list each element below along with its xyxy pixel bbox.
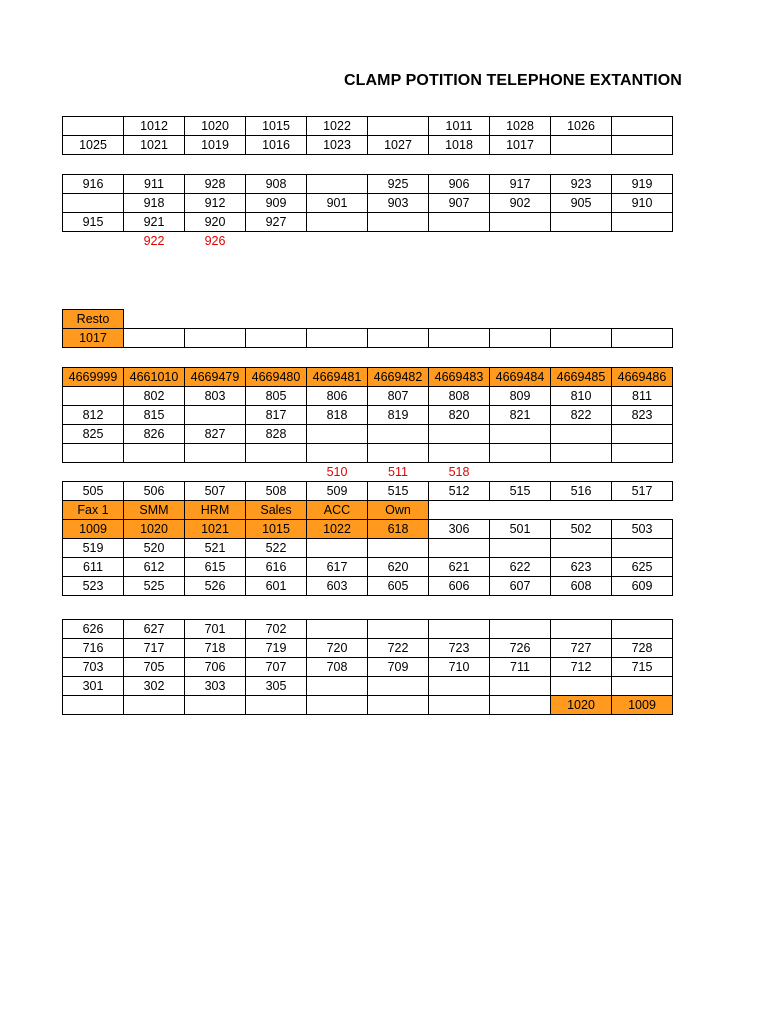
- table-cell: 305: [246, 677, 307, 696]
- table-cell: [124, 444, 185, 463]
- highlight-cell: 4669481: [307, 368, 368, 387]
- table-cell: 805: [246, 387, 307, 406]
- table-cell: [612, 677, 673, 696]
- table-cell: [63, 117, 124, 136]
- table-cell: 923: [551, 175, 612, 194]
- table-cell: [63, 444, 124, 463]
- table-cell: [368, 425, 429, 444]
- table-cell: [368, 620, 429, 639]
- table-cell: 808: [429, 387, 490, 406]
- highlight-cell: 4669485: [551, 368, 612, 387]
- table-cell: 907: [429, 194, 490, 213]
- table-cell: [612, 136, 673, 155]
- highlight-cell: 4669486: [612, 368, 673, 387]
- blank-cell: [429, 310, 490, 329]
- note-cell: 922: [143, 234, 165, 248]
- highlight-cell: HRM: [185, 501, 246, 520]
- table-cell: [612, 620, 673, 639]
- table-cell: [429, 677, 490, 696]
- table-cell: [429, 444, 490, 463]
- table-cell: 806: [307, 387, 368, 406]
- table-cell: [307, 677, 368, 696]
- table-cell: 1015: [246, 117, 307, 136]
- table-cell: 1022: [307, 117, 368, 136]
- table-cell: [429, 425, 490, 444]
- highlight-cell: 1009: [63, 520, 124, 539]
- table-cell: 822: [551, 406, 612, 425]
- highlight-cell: 1020: [124, 520, 185, 539]
- table-cell: 928: [185, 175, 246, 194]
- highlight-cell: 1015: [246, 520, 307, 539]
- table-cell: 905: [551, 194, 612, 213]
- table-cell: 916: [63, 175, 124, 194]
- table-cell: 302: [124, 677, 185, 696]
- table-cell: 821: [490, 406, 551, 425]
- table-cell: 719: [246, 639, 307, 658]
- table-cell: 717: [124, 639, 185, 658]
- highlight-cell: ACC: [307, 501, 368, 520]
- highlight-cell: 1022: [307, 520, 368, 539]
- table-cell: [490, 444, 551, 463]
- table-cell: 601: [246, 577, 307, 596]
- blank-cell: [368, 310, 429, 329]
- table-cell: 609: [612, 577, 673, 596]
- table-cell: [429, 329, 490, 348]
- blank-cell: [551, 310, 612, 329]
- table-cell: [429, 696, 490, 715]
- table-cell: [307, 425, 368, 444]
- highlight-cell: 1021: [185, 520, 246, 539]
- table-cell: 827: [185, 425, 246, 444]
- table-row: [63, 639, 673, 658]
- table-cell: 918: [124, 194, 185, 213]
- table-cell: 515: [368, 482, 429, 501]
- table-cell: [368, 117, 429, 136]
- table-cell: 909: [246, 194, 307, 213]
- table-cell: 621: [429, 558, 490, 577]
- table-cell: 906: [429, 175, 490, 194]
- blank-cell: [490, 501, 551, 520]
- table-cell: 615: [185, 558, 246, 577]
- table-cell: 902: [490, 194, 551, 213]
- table-row: [63, 444, 673, 463]
- table-cell: 811: [612, 387, 673, 406]
- blank-cell: [429, 232, 490, 251]
- extension-table: [62, 174, 673, 250]
- table-cell: [368, 696, 429, 715]
- table-cell: [307, 329, 368, 348]
- table-cell: 622: [490, 558, 551, 577]
- blank-cell: [246, 232, 307, 251]
- table-row: [63, 213, 673, 232]
- table-cell: 828: [246, 425, 307, 444]
- table-row: [63, 387, 673, 406]
- table-cell: [368, 444, 429, 463]
- table-cell: 727: [551, 639, 612, 658]
- table-cell: 716: [63, 639, 124, 658]
- table-cell: [63, 387, 124, 406]
- table-cell: [551, 620, 612, 639]
- blank-cell: [551, 232, 612, 251]
- highlight-cell: Resto: [63, 310, 124, 329]
- blank-cell: [490, 232, 551, 251]
- table-cell: 522: [246, 539, 307, 558]
- table-row: [63, 406, 673, 425]
- highlight-cell: 4669484: [490, 368, 551, 387]
- table-cell: 1012: [124, 117, 185, 136]
- blank-cell: [551, 501, 612, 520]
- table-cell: [307, 444, 368, 463]
- highlight-cell: 1009: [612, 696, 673, 715]
- table-cell: 1011: [429, 117, 490, 136]
- blank-cell: [246, 310, 307, 329]
- table-cell: 519: [63, 539, 124, 558]
- blank-cell: [185, 310, 246, 329]
- table-row: [63, 558, 673, 577]
- table-cell: 605: [368, 577, 429, 596]
- blank-cell: [307, 310, 368, 329]
- table-row: [63, 329, 673, 348]
- table-cell: 917: [490, 175, 551, 194]
- table-cell: 927: [246, 213, 307, 232]
- blank-cell: [612, 232, 673, 251]
- highlight-cell: Sales: [246, 501, 307, 520]
- table-cell: [551, 444, 612, 463]
- table-cell: [490, 620, 551, 639]
- table-cell: 706: [185, 658, 246, 677]
- table-cell: 1017: [490, 136, 551, 155]
- table-row: [63, 539, 673, 558]
- table-cell: [612, 425, 673, 444]
- highlight-cell: 4669482: [368, 368, 429, 387]
- table-cell: 701: [185, 620, 246, 639]
- highlight-cell: 4669999: [63, 368, 124, 387]
- table-cell: [307, 539, 368, 558]
- table-cell: 722: [368, 639, 429, 658]
- table-cell: 608: [551, 577, 612, 596]
- table-cell: [612, 117, 673, 136]
- table-cell: [307, 620, 368, 639]
- blank-cell: [63, 232, 124, 251]
- table-row: [63, 620, 673, 639]
- table-cell: 810: [551, 387, 612, 406]
- table-cell: 501: [490, 520, 551, 539]
- blank-cell: [124, 463, 185, 482]
- table-cell: 625: [612, 558, 673, 577]
- table-cell: [63, 194, 124, 213]
- table-row: [63, 310, 673, 329]
- highlight-cell: 4669480: [246, 368, 307, 387]
- table-cell: [551, 213, 612, 232]
- table-row: [63, 520, 673, 539]
- table-cell: [429, 620, 490, 639]
- highlight-cell: SMM: [124, 501, 185, 520]
- table-cell: 505: [63, 482, 124, 501]
- table-cell: 921: [124, 213, 185, 232]
- table-row: [63, 136, 673, 155]
- table-cell: [490, 425, 551, 444]
- table-row: [63, 482, 673, 501]
- table-cell: [612, 444, 673, 463]
- table-cell: 920: [185, 213, 246, 232]
- table-cell: [124, 329, 185, 348]
- table-cell: [307, 696, 368, 715]
- table-cell: 1018: [429, 136, 490, 155]
- table-cell: 707: [246, 658, 307, 677]
- table-cell: [185, 444, 246, 463]
- table-cell: 709: [368, 658, 429, 677]
- highlight-cell: 1020: [551, 696, 612, 715]
- table-row: [63, 677, 673, 696]
- table-cell: 1028: [490, 117, 551, 136]
- table-cell: 507: [185, 482, 246, 501]
- table-row: [63, 577, 673, 596]
- table-cell: 712: [551, 658, 612, 677]
- sheet-title: CLAMP POTITION TELEPHONE EXTANTION: [344, 72, 682, 89]
- table-cell: [612, 539, 673, 558]
- table-cell: 728: [612, 639, 673, 658]
- table-row: [63, 658, 673, 677]
- table-cell: 516: [551, 482, 612, 501]
- table-cell: 818: [307, 406, 368, 425]
- table-cell: 616: [246, 558, 307, 577]
- table-cell: 626: [63, 620, 124, 639]
- highlight-cell: 4669479: [185, 368, 246, 387]
- table-cell: [490, 329, 551, 348]
- block-2: [62, 174, 673, 250]
- note-cell: 510: [326, 465, 348, 479]
- highlight-cell: 618: [368, 520, 429, 539]
- table-cell: 915: [63, 213, 124, 232]
- table-cell: 526: [185, 577, 246, 596]
- table-cell: 623: [551, 558, 612, 577]
- note-cell: 518: [448, 465, 470, 479]
- table-cell: [307, 175, 368, 194]
- table-cell: 617: [307, 558, 368, 577]
- table-cell: 903: [368, 194, 429, 213]
- table-cell: 702: [246, 620, 307, 639]
- table-cell: 802: [124, 387, 185, 406]
- table-cell: 815: [124, 406, 185, 425]
- table-cell: 515: [490, 482, 551, 501]
- table-row: [63, 175, 673, 194]
- blank-cell: [490, 310, 551, 329]
- blank-cell: [490, 463, 551, 482]
- table-cell: [185, 406, 246, 425]
- table-cell: 1025: [63, 136, 124, 155]
- blank-cell: [429, 501, 490, 520]
- table-cell: 718: [185, 639, 246, 658]
- table-cell: [612, 213, 673, 232]
- table-cell: 925: [368, 175, 429, 194]
- table-cell: 523: [63, 577, 124, 596]
- table-cell: 723: [429, 639, 490, 658]
- table-cell: [246, 444, 307, 463]
- table-cell: 826: [124, 425, 185, 444]
- highlight-cell: 1017: [63, 329, 124, 348]
- table-cell: 912: [185, 194, 246, 213]
- table-cell: 508: [246, 482, 307, 501]
- table-row: [63, 194, 673, 213]
- table-cell: 303: [185, 677, 246, 696]
- blank-cell: [368, 232, 429, 251]
- table-cell: 708: [307, 658, 368, 677]
- note-cell: 926: [204, 234, 226, 248]
- table-cell: 607: [490, 577, 551, 596]
- table-cell: 301: [63, 677, 124, 696]
- table-cell: [490, 213, 551, 232]
- table-cell: [185, 696, 246, 715]
- blank-cell: [246, 463, 307, 482]
- block-3: [62, 367, 673, 596]
- table-cell: 620: [368, 558, 429, 577]
- table-cell: 506: [124, 482, 185, 501]
- block-1: [62, 116, 673, 155]
- table-cell: 911: [124, 175, 185, 194]
- table-row: [63, 368, 673, 387]
- table-row: [63, 501, 673, 520]
- table-cell: 710: [429, 658, 490, 677]
- blank-cell: [551, 463, 612, 482]
- table-cell: [490, 539, 551, 558]
- table-cell: [246, 696, 307, 715]
- table-cell: [368, 677, 429, 696]
- table-cell: 503: [612, 520, 673, 539]
- table-cell: 1027: [368, 136, 429, 155]
- table-cell: 803: [185, 387, 246, 406]
- table-cell: 1023: [307, 136, 368, 155]
- table-cell: 525: [124, 577, 185, 596]
- highlight-cell: Fax 1: [63, 501, 124, 520]
- table-cell: [551, 539, 612, 558]
- blank-cell: [124, 310, 185, 329]
- table-cell: [429, 539, 490, 558]
- table-cell: 520: [124, 539, 185, 558]
- table-cell: 825: [63, 425, 124, 444]
- table-cell: 823: [612, 406, 673, 425]
- table-cell: 1026: [551, 117, 612, 136]
- table-cell: [368, 213, 429, 232]
- highlight-cell: 4669483: [429, 368, 490, 387]
- table-cell: [551, 329, 612, 348]
- table-cell: 809: [490, 387, 551, 406]
- table-cell: 509: [307, 482, 368, 501]
- table-cell: 603: [307, 577, 368, 596]
- table-cell: 512: [429, 482, 490, 501]
- blank-cell: [612, 501, 673, 520]
- table-cell: 521: [185, 539, 246, 558]
- table-cell: 919: [612, 175, 673, 194]
- table-cell: [368, 329, 429, 348]
- table-cell: 817: [246, 406, 307, 425]
- extension-table: [62, 619, 673, 715]
- table-cell: 908: [246, 175, 307, 194]
- table-cell: 1019: [185, 136, 246, 155]
- blank-cell: [612, 310, 673, 329]
- extension-table: [62, 367, 673, 596]
- table-row: [63, 425, 673, 444]
- block-resto: [62, 309, 673, 348]
- table-cell: 807: [368, 387, 429, 406]
- blank-cell: [63, 463, 124, 482]
- table-cell: [246, 329, 307, 348]
- table-cell: 1016: [246, 136, 307, 155]
- table-cell: 517: [612, 482, 673, 501]
- table-cell: [612, 329, 673, 348]
- table-cell: 901: [307, 194, 368, 213]
- table-cell: [429, 213, 490, 232]
- blank-cell: [185, 463, 246, 482]
- table-cell: 502: [551, 520, 612, 539]
- table-row: [63, 232, 673, 251]
- table-cell: [63, 696, 124, 715]
- table-cell: 1021: [124, 136, 185, 155]
- extension-table: [62, 309, 673, 348]
- table-cell: 606: [429, 577, 490, 596]
- table-cell: 703: [63, 658, 124, 677]
- table-row: [63, 696, 673, 715]
- table-cell: 820: [429, 406, 490, 425]
- table-cell: 726: [490, 639, 551, 658]
- table-cell: 720: [307, 639, 368, 658]
- blank-cell: [307, 232, 368, 251]
- extension-table: [62, 116, 673, 155]
- block-4: [62, 619, 673, 715]
- table-cell: [490, 677, 551, 696]
- table-cell: 715: [612, 658, 673, 677]
- table-row: [63, 117, 673, 136]
- table-cell: 612: [124, 558, 185, 577]
- table-cell: 627: [124, 620, 185, 639]
- table-cell: 306: [429, 520, 490, 539]
- table-cell: 611: [63, 558, 124, 577]
- table-cell: 812: [63, 406, 124, 425]
- table-cell: [368, 539, 429, 558]
- table-cell: [124, 696, 185, 715]
- table-cell: 705: [124, 658, 185, 677]
- table-cell: 910: [612, 194, 673, 213]
- note-cell: 511: [388, 465, 408, 479]
- highlight-cell: 4661010: [124, 368, 185, 387]
- table-cell: 819: [368, 406, 429, 425]
- table-cell: 711: [490, 658, 551, 677]
- table-cell: [551, 136, 612, 155]
- highlight-cell: Own: [368, 501, 429, 520]
- table-cell: [185, 329, 246, 348]
- table-cell: [490, 696, 551, 715]
- table-cell: [307, 213, 368, 232]
- table-cell: [551, 425, 612, 444]
- table-cell: [551, 677, 612, 696]
- table-row: [63, 463, 673, 482]
- blank-cell: [612, 463, 673, 482]
- table-cell: 1020: [185, 117, 246, 136]
